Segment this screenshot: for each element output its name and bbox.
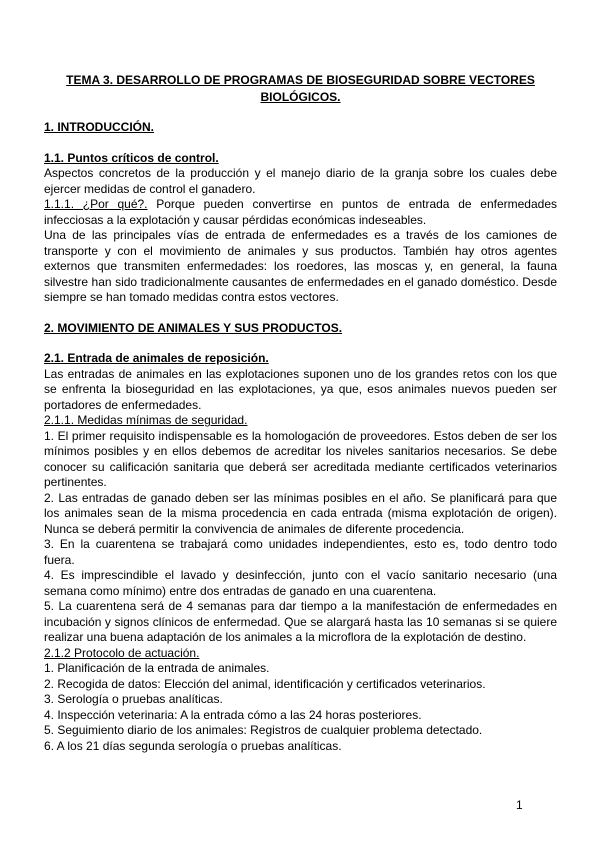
measure-item: 1. El primer requisito indispensable es la homologación de proveedores. Estos deben de ser los mínimos posibles y en ellos debemos de acreditar los niveles sanitarios necesarios. Se debe conocer su calificación sanitaria que deberá ser acreditada mediante certificados veterinarios pertinentes. xyxy=(44,428,557,489)
measure-item: 4. Es imprescindible el lavado y desinfección, junto con el vacío sanitario necesario (una semana como mínimo) entre dos entradas de ganado en una cuarentena. xyxy=(44,568,557,598)
protocol-item: 6. A los 21 días segunda serología o pruebas analíticas. xyxy=(44,738,342,753)
why-label: 1.1.1. ¿Por qué?. xyxy=(44,197,148,211)
section-2-heading: 2. MOVIMIENTO DE ANIMALES Y SUS PRODUCTOS. xyxy=(44,320,343,335)
subsection-1-1-1-paragraph xyxy=(44,197,557,228)
page-number: 1 xyxy=(516,798,523,812)
measure-item: 5. La cuarentena será de 4 semanas para dar tiempo a la manifestación de enfermedades en incubación y signos clínicos de enfermedad. Que se alargará hasta las 10 semanas si se quiere realizar una buena adaptación de los animales a la microflora de la explotación de destino. xyxy=(44,599,557,644)
subsection-1-1-heading: 1.1. Puntos críticos de control. xyxy=(44,150,219,165)
protocol-item: 2. Recogida de datos: Elección del animal, identificación y certificados veterinarios. xyxy=(44,676,486,691)
subsection-2-1-paragraph: Las entradas de animales en las explotaciones suponen uno de los grandes retos con los que se enfrenta la bioseguridad en las explotaciones, ya que, esos animales nuevos pueden ser portadores de enfermedades. xyxy=(44,366,557,412)
document-title: TEMA 3. DESARROLLO DE PROGRAMAS DE BIOSEGURIDAD SOBRE VECTORES BIOLÓGICOS. xyxy=(66,73,535,104)
document-body xyxy=(44,72,557,754)
protocol-heading: 2.1.2 Protocolo de actuación. xyxy=(44,645,200,660)
section-1-heading: 1. INTRODUCCIÓN. xyxy=(44,120,155,134)
measures-heading: 2.1.1. Medidas mínimas de seguridad. xyxy=(44,413,248,427)
measure-item: 3. En la cuarentena se trabajará como unidades independientes, esto es, todo dentro todo fuera. xyxy=(44,537,557,567)
protocol-item: 4. Inspección veterinaria: A la entrada cómo a las 24 horas posteriores. xyxy=(44,707,422,722)
protocol-item: 3. Serología o pruebas analíticas. xyxy=(44,692,223,706)
protocol-item: 1. Planificación de la entrada de animales. xyxy=(44,661,270,675)
subsection-1-1-paragraph-1: Aspectos concretos de la producción y el manejo diario de la granja sobre los cuales debe ejercer medidas de control el ganadero. xyxy=(44,166,557,196)
subsection-2-1-heading: 2.1. Entrada de animales de reposición. xyxy=(44,351,269,365)
subsection-1-1-paragraph-2: Una de las principales vías de entrada de enfermedades es a través de los camiones de transporte y con el movimiento de animales y sus productos. También hay otros agentes externos que transmiten enfermedades: los roedores, las moscas y, en general, la fauna silvestre han sido tradicionalmente causantes de enfermedades en el ganado doméstico. Desde siempre se han tomado medidas contra estos vectores. xyxy=(44,228,557,304)
protocol-item: 5. Seguimiento diario de los animales: Registros de cualquier problema detectado. xyxy=(44,723,483,737)
why-text: Porque pueden convertirse en puntos de entrada de enfermedades infecciosas a la explotación y causar pérdidas económicas indeseables. xyxy=(44,197,557,227)
measure-item: 2. Las entradas de ganado deben ser las mínimas posibles en el año. Se planificará para que los animales sean de la misma procedencia en cada entrada (misma explotación de origen). Nunca se deberá permitir la convivencia de animales de diferente procedencia. xyxy=(44,490,557,536)
